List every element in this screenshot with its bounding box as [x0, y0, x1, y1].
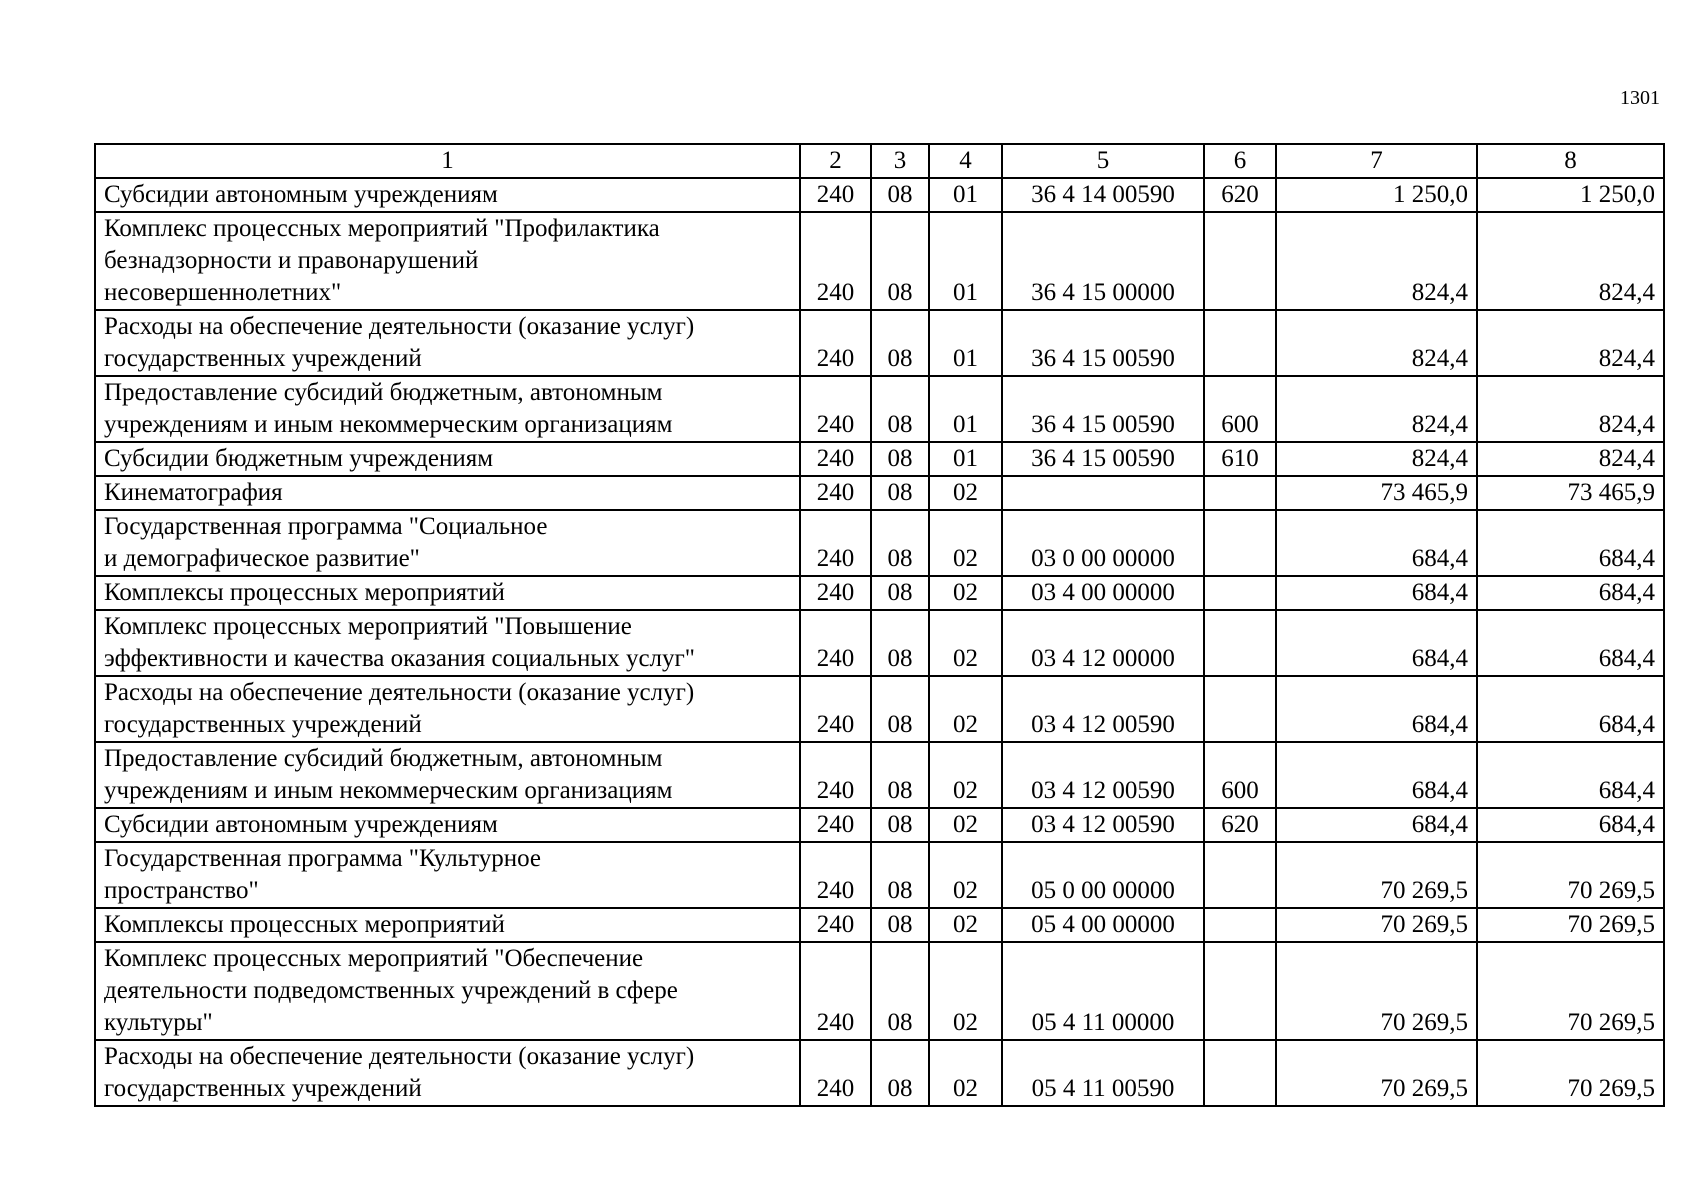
row-name-cell: Комплекс процессных мероприятий "Профилактика безнадзорности и правонарушений несовершеннолетних": [95, 212, 800, 310]
header-row: [95, 144, 1664, 178]
amount-col8-cell: 824,4: [1477, 310, 1664, 376]
expense-type-cell: [1204, 908, 1276, 942]
amount-col7-cell: 73 465,9: [1276, 476, 1477, 510]
section-code-cell: 08: [871, 908, 929, 942]
amount-col8-cell: 824,4: [1477, 376, 1664, 442]
amount-col7-cell: 70 269,5: [1276, 842, 1477, 908]
amount-col8-cell: 684,4: [1477, 676, 1664, 742]
expense-type-cell: 610: [1204, 442, 1276, 476]
ministry-code-cell: 240: [800, 808, 871, 842]
budget-table: [94, 143, 1665, 1107]
column-header: 3: [871, 144, 929, 178]
table-row: [95, 808, 1664, 842]
expense-type-cell: [1204, 842, 1276, 908]
row-name-cell: Комплексы процессных мероприятий: [95, 576, 800, 610]
amount-col7-cell: 824,4: [1276, 212, 1477, 310]
subsection-code-cell: 02: [929, 476, 1002, 510]
row-name-cell: Субсидии бюджетным учреждениям: [95, 442, 800, 476]
expense-type-cell: [1204, 1040, 1276, 1106]
ministry-code-cell: 240: [800, 842, 871, 908]
amount-col8-cell: 1 250,0: [1477, 178, 1664, 212]
section-code-cell: 08: [871, 842, 929, 908]
subsection-code-cell: 01: [929, 178, 1002, 212]
amount-col8-cell: 824,4: [1477, 442, 1664, 476]
expense-type-cell: [1204, 576, 1276, 610]
subsection-code-cell: 01: [929, 376, 1002, 442]
column-header: 4: [929, 144, 1002, 178]
table-row: [95, 908, 1664, 942]
ministry-code-cell: 240: [800, 942, 871, 1040]
expense-type-cell: [1204, 610, 1276, 676]
subsection-code-cell: 02: [929, 908, 1002, 942]
amount-col8-cell: 70 269,5: [1477, 908, 1664, 942]
section-code-cell: 08: [871, 212, 929, 310]
expense-type-cell: 600: [1204, 742, 1276, 808]
row-name-cell: Предоставление субсидий бюджетным, автономным учреждениям и иным некоммерческим организациям: [95, 742, 800, 808]
row-name-cell: Комплексы процессных мероприятий: [95, 908, 800, 942]
target-article-cell: [1002, 476, 1204, 510]
amount-col7-cell: 684,4: [1276, 510, 1477, 576]
section-code-cell: 08: [871, 610, 929, 676]
page-number: 1301: [1620, 87, 1660, 109]
amount-col8-cell: 684,4: [1477, 510, 1664, 576]
target-article-cell: 03 4 12 00590: [1002, 676, 1204, 742]
amount-col7-cell: 684,4: [1276, 808, 1477, 842]
column-header: 1: [95, 144, 800, 178]
row-name-cell: Расходы на обеспечение деятельности (оказание услуг) государственных учреждений: [95, 310, 800, 376]
table-body: [95, 178, 1664, 1106]
amount-col7-cell: 1 250,0: [1276, 178, 1477, 212]
table-row: [95, 842, 1664, 908]
row-name-cell: Предоставление субсидий бюджетным, автономным учреждениям и иным некоммерческим организациям: [95, 376, 800, 442]
ministry-code-cell: 240: [800, 376, 871, 442]
amount-col8-cell: 70 269,5: [1477, 1040, 1664, 1106]
subsection-code-cell: 02: [929, 808, 1002, 842]
subsection-code-cell: 02: [929, 842, 1002, 908]
subsection-code-cell: 02: [929, 610, 1002, 676]
ministry-code-cell: 240: [800, 576, 871, 610]
amount-col8-cell: 684,4: [1477, 610, 1664, 676]
row-name-cell: Расходы на обеспечение деятельности (оказание услуг) государственных учреждений: [95, 676, 800, 742]
target-article-cell: 36 4 14 00590: [1002, 178, 1204, 212]
subsection-code-cell: 02: [929, 742, 1002, 808]
section-code-cell: 08: [871, 310, 929, 376]
table-row: [95, 942, 1664, 1040]
subsection-code-cell: 01: [929, 212, 1002, 310]
section-code-cell: 08: [871, 942, 929, 1040]
subsection-code-cell: 02: [929, 1040, 1002, 1106]
amount-col7-cell: 824,4: [1276, 376, 1477, 442]
ministry-code-cell: 240: [800, 442, 871, 476]
amount-col8-cell: 73 465,9: [1477, 476, 1664, 510]
ministry-code-cell: 240: [800, 510, 871, 576]
expense-type-cell: [1204, 310, 1276, 376]
amount-col7-cell: 70 269,5: [1276, 908, 1477, 942]
section-code-cell: 08: [871, 576, 929, 610]
table-row: [95, 1040, 1664, 1106]
amount-col7-cell: 684,4: [1276, 742, 1477, 808]
target-article-cell: 03 0 00 00000: [1002, 510, 1204, 576]
table-row: [95, 676, 1664, 742]
section-code-cell: 08: [871, 1040, 929, 1106]
column-header: 6: [1204, 144, 1276, 178]
subsection-code-cell: 01: [929, 442, 1002, 476]
amount-col7-cell: 824,4: [1276, 442, 1477, 476]
ministry-code-cell: 240: [800, 1040, 871, 1106]
table-row: [95, 576, 1664, 610]
section-code-cell: 08: [871, 476, 929, 510]
expense-type-cell: [1204, 212, 1276, 310]
table-row: [95, 178, 1664, 212]
target-article-cell: 36 4 15 00590: [1002, 442, 1204, 476]
expense-type-cell: [1204, 942, 1276, 1040]
target-article-cell: 05 4 11 00000: [1002, 942, 1204, 1040]
ministry-code-cell: 240: [800, 742, 871, 808]
expense-type-cell: [1204, 476, 1276, 510]
amount-col8-cell: 684,4: [1477, 576, 1664, 610]
subsection-code-cell: 01: [929, 310, 1002, 376]
section-code-cell: 08: [871, 742, 929, 808]
ministry-code-cell: 240: [800, 676, 871, 742]
column-header: 2: [800, 144, 871, 178]
section-code-cell: 08: [871, 178, 929, 212]
row-name-cell: Кинематография: [95, 476, 800, 510]
subsection-code-cell: 02: [929, 942, 1002, 1040]
target-article-cell: 36 4 15 00590: [1002, 310, 1204, 376]
section-code-cell: 08: [871, 442, 929, 476]
amount-col7-cell: 684,4: [1276, 676, 1477, 742]
expense-type-cell: 620: [1204, 178, 1276, 212]
section-code-cell: 08: [871, 808, 929, 842]
row-name-cell: Комплекс процессных мероприятий "Обеспечение деятельности подведомственных учреждений в сфере культуры": [95, 942, 800, 1040]
target-article-cell: 05 4 11 00590: [1002, 1040, 1204, 1106]
ministry-code-cell: 240: [800, 212, 871, 310]
table-row: [95, 476, 1664, 510]
subsection-code-cell: 02: [929, 576, 1002, 610]
table-row: [95, 510, 1664, 576]
column-header: 8: [1477, 144, 1664, 178]
target-article-cell: 03 4 12 00590: [1002, 808, 1204, 842]
ministry-code-cell: 240: [800, 908, 871, 942]
amount-col7-cell: 684,4: [1276, 610, 1477, 676]
row-name-cell: Государственная программа "Социальное и демографическое развитие": [95, 510, 800, 576]
section-code-cell: 08: [871, 676, 929, 742]
row-name-cell: Расходы на обеспечение деятельности (оказание услуг) государственных учреждений: [95, 1040, 800, 1106]
ministry-code-cell: 240: [800, 476, 871, 510]
target-article-cell: 03 4 00 00000: [1002, 576, 1204, 610]
target-article-cell: 05 4 00 00000: [1002, 908, 1204, 942]
table-row: [95, 442, 1664, 476]
section-code-cell: 08: [871, 510, 929, 576]
row-name-cell: Субсидии автономным учреждениям: [95, 808, 800, 842]
target-article-cell: 03 4 12 00000: [1002, 610, 1204, 676]
subsection-code-cell: 02: [929, 510, 1002, 576]
target-article-cell: 36 4 15 00000: [1002, 212, 1204, 310]
table-row: [95, 742, 1664, 808]
table-row: [95, 376, 1664, 442]
ministry-code-cell: 240: [800, 610, 871, 676]
amount-col7-cell: 824,4: [1276, 310, 1477, 376]
amount-col8-cell: 70 269,5: [1477, 842, 1664, 908]
ministry-code-cell: 240: [800, 310, 871, 376]
amount-col7-cell: 70 269,5: [1276, 942, 1477, 1040]
amount-col8-cell: 684,4: [1477, 808, 1664, 842]
target-article-cell: 05 0 00 00000: [1002, 842, 1204, 908]
amount-col8-cell: 684,4: [1477, 742, 1664, 808]
row-name-cell: Субсидии автономным учреждениям: [95, 178, 800, 212]
target-article-cell: 36 4 15 00590: [1002, 376, 1204, 442]
amount-col7-cell: 684,4: [1276, 576, 1477, 610]
subsection-code-cell: 02: [929, 676, 1002, 742]
amount-col8-cell: 824,4: [1477, 212, 1664, 310]
table-row: [95, 610, 1664, 676]
target-article-cell: 03 4 12 00590: [1002, 742, 1204, 808]
expense-type-cell: [1204, 676, 1276, 742]
row-name-cell: Государственная программа "Культурное пространство": [95, 842, 800, 908]
expense-type-cell: [1204, 510, 1276, 576]
expense-type-cell: 600: [1204, 376, 1276, 442]
ministry-code-cell: 240: [800, 178, 871, 212]
amount-col8-cell: 70 269,5: [1477, 942, 1664, 1040]
column-header: 5: [1002, 144, 1204, 178]
row-name-cell: Комплекс процессных мероприятий "Повышение эффективности и качества оказания социальных услуг": [95, 610, 800, 676]
expense-type-cell: 620: [1204, 808, 1276, 842]
column-header: 7: [1276, 144, 1477, 178]
amount-col7-cell: 70 269,5: [1276, 1040, 1477, 1106]
table-row: [95, 212, 1664, 310]
section-code-cell: 08: [871, 376, 929, 442]
table-row: [95, 310, 1664, 376]
